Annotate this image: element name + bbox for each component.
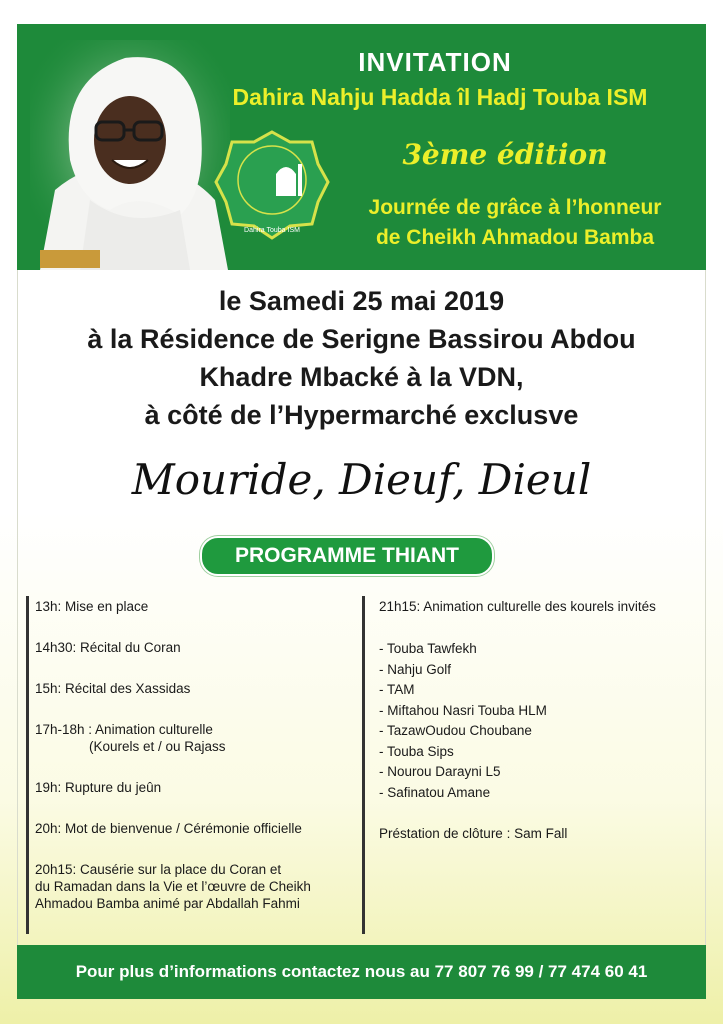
- kourel-item: - Touba Sips: [379, 743, 454, 759]
- closing-performance: Préstation de clôture : Sam Fall: [379, 826, 568, 841]
- kourel-list: [379, 639, 699, 803]
- kourel-item: - Nourou Darayni L5: [379, 764, 501, 779]
- contact-footer: Pour plus d’informations contactez nous au 77 807 76 99 / 77 474 60 41: [17, 945, 706, 999]
- kourel-item: - Touba Tawfekh: [379, 641, 477, 656]
- schedule-item: 17h-18h : Animation culturelle: [35, 722, 213, 737]
- schedule-item: 20h15: Causérie sur la place du Coran et: [35, 862, 282, 877]
- edition-label: 3ème édition: [402, 138, 608, 171]
- kourel-item: - TazawOudou Choubane: [379, 723, 532, 738]
- event-venue-line2: Khadre Mbacké à la VDN,: [199, 362, 524, 392]
- invitation-title: INVITATION: [358, 47, 512, 77]
- event-theme: [330, 193, 700, 253]
- schedule-item-detail: du Ramadan dans la Vie et l’œuvre de Cheikh: [35, 879, 311, 894]
- schedule-item: 13h: Mise en place: [35, 599, 149, 614]
- middle-column-divider: [362, 596, 365, 934]
- schedule-item: 21h15: Animation culturelle des kourels invités: [379, 599, 656, 614]
- event-theme-line2: de Cheikh Ahmadou Bamba: [375, 226, 655, 249]
- kourel-item: - Safinatou Amane: [379, 784, 491, 800]
- schedule-item-detail: (Kourels et / ou Rajass: [89, 739, 226, 754]
- programme-title: PROGRAMME THIANT: [200, 536, 494, 576]
- kourel-item: - Miftahou Nasri Touba HLM: [379, 702, 547, 718]
- event-venue-line3: à côté de l’Hypermarché exclusve: [144, 400, 579, 430]
- slogan: Mouride, Dieuf, Dieul: [131, 455, 592, 504]
- schedule-item: 15h: Récital des Xassidas: [35, 681, 191, 696]
- dahira-logo: [212, 128, 332, 253]
- event-theme-line1: Journée de grâce à l’honneur: [368, 196, 662, 219]
- portrait-image: [30, 40, 230, 270]
- organization-name: Dahira Nahju Hadda îl Hadj Touba ISM: [232, 84, 648, 110]
- schedule-item: 19h: Rupture du jeûn: [35, 780, 162, 795]
- schedule-item: 20h: Mot de bienvenue / Cérémonie officielle: [35, 821, 302, 836]
- programme-left-column: [35, 596, 355, 912]
- logo-text: Dahira Touba ISM: [244, 227, 300, 234]
- left-column-divider: [26, 596, 29, 934]
- event-details: [30, 282, 693, 434]
- schedule-item: 14h30: Récital du Coran: [35, 640, 181, 655]
- kourel-item: - Nahju Golf: [379, 661, 452, 677]
- kourel-item: - TAM: [379, 682, 415, 697]
- event-date: le Samedi 25 mai 2019: [218, 286, 505, 316]
- schedule-item-detail: Ahmadou Bamba animé par Abdallah Fahmi: [35, 896, 300, 911]
- programme-right-column: [379, 596, 699, 842]
- event-venue-line1: à la Résidence de Serigne Bassirou Abdou: [87, 324, 636, 354]
